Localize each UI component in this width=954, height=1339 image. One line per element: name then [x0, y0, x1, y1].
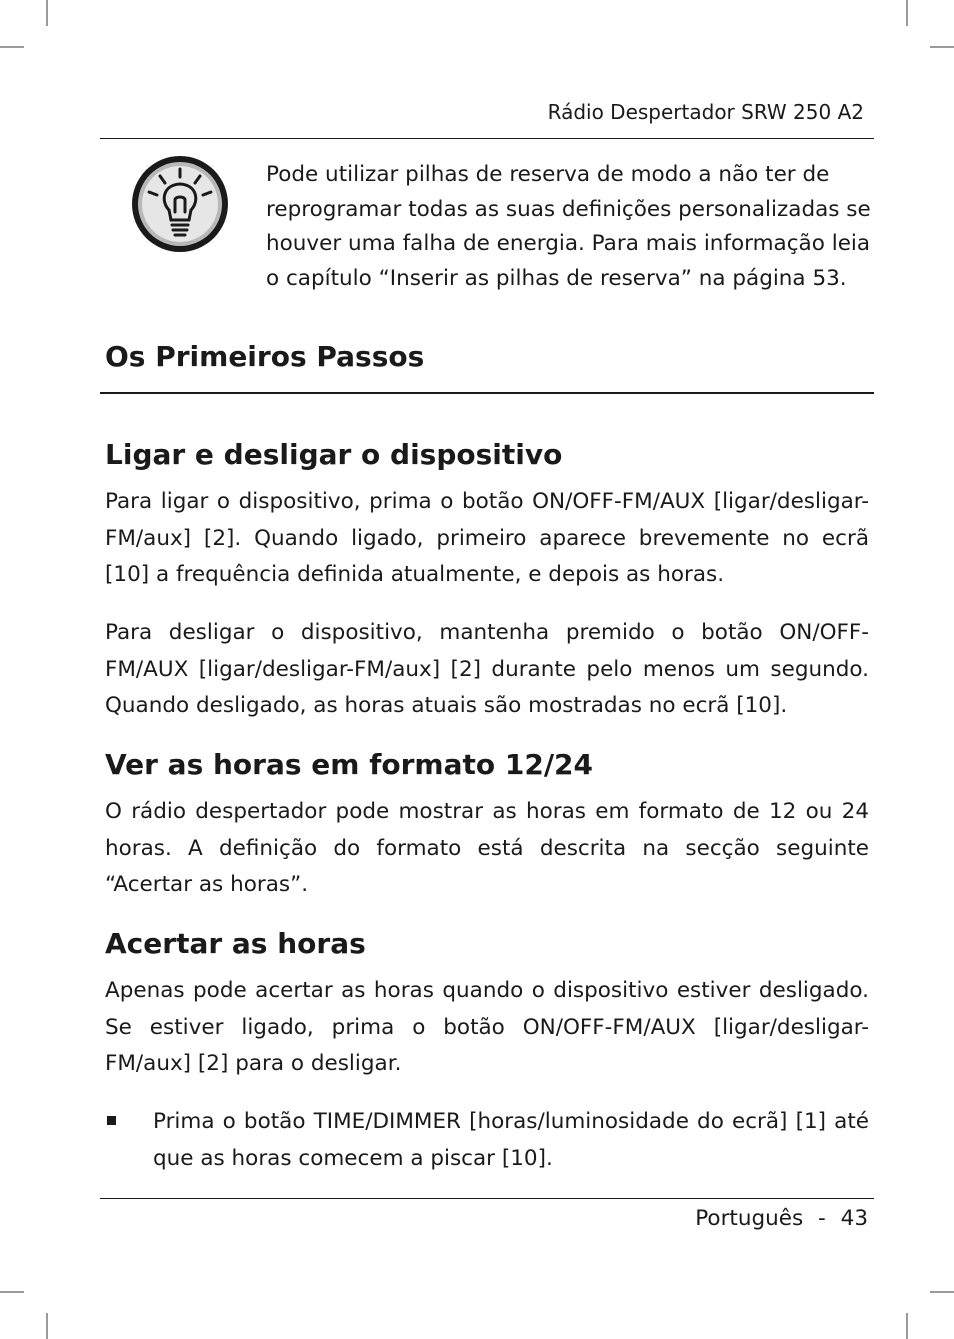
heading-acertar: Acertar as horas [105, 927, 366, 960]
heading-formato: Ver as horas em formato 12/24 [105, 748, 594, 781]
lightbulb-icon [128, 152, 232, 256]
crop-mark [930, 1291, 954, 1293]
paragraph-ligar-1: Para ligar o dispositivo, prima o botão ON/OFF-FM/AUX [ligar/desligar-FM/aux] [2]. Quando ligado, primeiro aparece brevemente no ecrã [10] a frequência definida atualmente, e depois as horas. [105, 489, 869, 587]
bullet-item: Prima o botão TIME/DIMMER [horas/luminosidade do ecrã] [1] até que as horas comecem a piscar [10]. [153, 1109, 869, 1171]
section-rule [100, 392, 874, 394]
footer-language: Português [695, 1206, 804, 1231]
footer-separator: - [818, 1206, 826, 1231]
paragraph-formato-1: O rádio despertador pode mostrar as horas em formato de 12 ou 24 horas. A definição do formato está descrita na secção seguinte “Acertar as horas”. [105, 799, 869, 897]
section-title: Os Primeiros Passos [105, 340, 425, 373]
crop-mark [0, 1291, 24, 1293]
paragraph-acertar-1: Apenas pode acertar as horas quando o dispositivo estiver desligado. Se estiver ligado, prima o botão ON/OFF-FM/AUX [ligar/desligar-FM/aux] [2] para o desligar. [105, 978, 869, 1076]
crop-mark [46, 0, 48, 26]
note-text: Pode utilizar pilhas de reserva de modo a não ter de reprogramar todas as suas definições personalizadas se houver uma falha de energia. Para mais informação leia o capítulo “Inserir as pilhas de reserva” na página 53. [266, 162, 871, 291]
document-header-title: Rádio Despertador SRW 250 A2 [547, 100, 864, 124]
crop-mark [0, 46, 24, 48]
page-number: 43 [840, 1206, 868, 1231]
crop-mark [906, 0, 908, 26]
footer-rule [100, 1198, 874, 1199]
paragraph-ligar-2: Para desligar o dispositivo, mantenha premido o botão ON/OFF-FM/AUX [ligar/desligar-FM/aux] [2] durante pelo menos um segundo. Quando desligado, as horas atuais são mostradas no ecrã [10]. [105, 620, 869, 718]
crop-mark [906, 1313, 908, 1339]
crop-mark [930, 46, 954, 48]
heading-ligar: Ligar e desligar o dispositivo [105, 438, 563, 471]
header-rule [100, 138, 874, 139]
page-footer [695, 1206, 868, 1231]
bullet-square [107, 1116, 116, 1125]
crop-mark [46, 1313, 48, 1339]
